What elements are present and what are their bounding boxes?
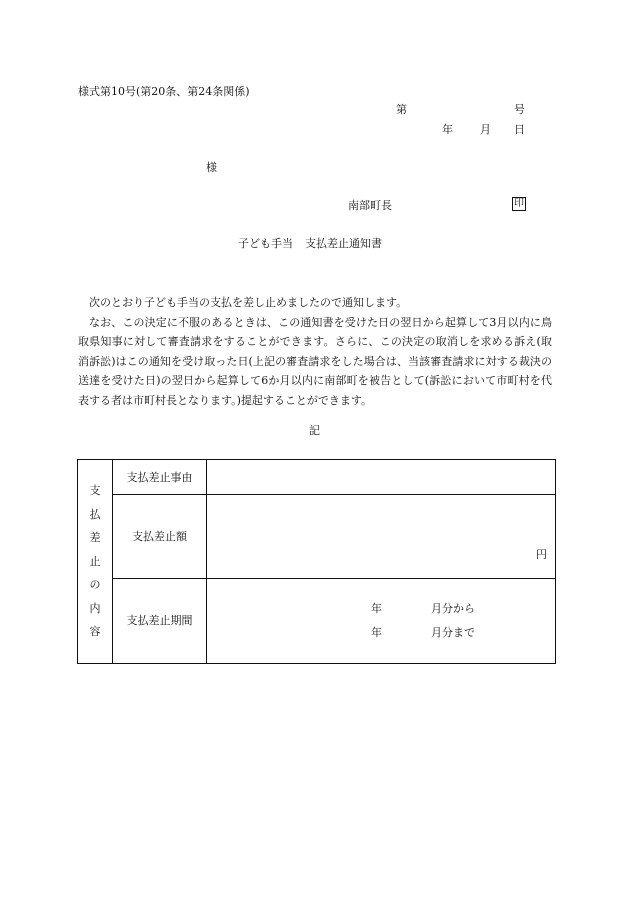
table-border-bottom [77,663,556,664]
table-divider-label [206,459,207,664]
table-border-right [555,459,556,664]
side-label-char: 内 [89,601,101,615]
amount-unit: 円 [536,548,547,561]
date-year-label: 年 [442,123,453,136]
ki-label: 記 [309,424,320,437]
period-end-month-label: 月分まで [431,626,475,639]
document-number-suffix: 号 [514,103,525,116]
amount-label: 支払差止額 [132,529,187,543]
body-text [78,293,552,410]
side-label-char: 止 [89,554,101,568]
reason-label: 支払差止事由 [126,470,193,484]
date-day-label: 日 [514,123,525,136]
document-number-prefix: 第 [396,103,407,116]
period-end-year-label: 年 [371,626,382,639]
date-month-label: 月 [480,123,491,136]
period-start-month-label: 月分から [431,602,475,615]
side-label-char: 支 [89,484,101,498]
side-label-char: 払 [89,507,101,521]
form-number: 様式第10号(第20条、第24条関係) [78,85,250,98]
period-label: 支払差止期間 [126,614,193,627]
table-side-label [78,460,112,663]
seal-mark: 印 [514,198,524,209]
body-paragraph-2: なお、この決定に不服のあるときは、この通知書を受けた日の翌日から起算して3月以内に鳥取県知事に対して審査請求をすることができます。さらに、この決定の取消しを求める訴え(取消訴訟)はこの通知を受け取った日(上記の審査請求をした場合は、当該審査請求に対する裁決の送達を受けた日)の翌日から起算して6か月以内に南部町を被告として(訴訟において市町村を代表する者は市町村長となります。)提起することができます。 [78,315,552,407]
issuer-name: 南部町長 [348,199,392,212]
side-label-char: の [89,578,101,592]
body-paragraph-1: 次のとおり子ども手当の支払を差し止めましたので通知します。 [89,296,408,309]
side-label-char: 差 [89,531,101,545]
period-start-year-label: 年 [371,602,382,615]
side-label-char: 容 [89,625,101,639]
addressee-honorific: 様 [206,161,217,174]
title-part-2: 支払差止通知書 [305,237,382,250]
title-part-1: 子ども手当 [238,237,293,250]
document-title [238,238,382,249]
